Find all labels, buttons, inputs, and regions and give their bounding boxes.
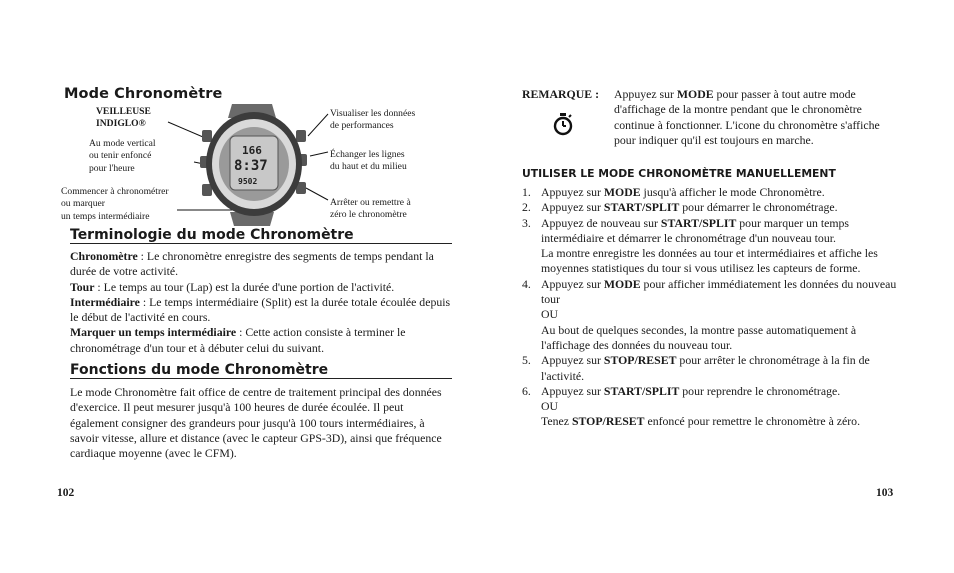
page-number-right: 103 xyxy=(876,487,894,499)
callout-echanger: Échanger les lignes du haut et du milieu xyxy=(330,149,407,173)
step-number: 5. xyxy=(522,353,531,368)
remark-text: Appuyez sur MODE pour passer à tout autre mode d'affichage de la montre pendant que le chronomètre continue à fonctionner. L'icone du chronomètre s'affiche pour indiquer qu'il est toujours en marche. xyxy=(614,87,880,147)
step-extra: Tenez STOP/RESET enfoncé pour remettre le chronomètre à zéro. xyxy=(541,414,861,429)
callout-visualiser: Visualiser les données de performances xyxy=(330,108,416,132)
step-item xyxy=(522,200,902,215)
term-chronometre: Chronomètre : Le chronomètre enregistre des segments de temps pendant la durée de votre activité. xyxy=(70,249,434,279)
step-number: 6. xyxy=(522,383,531,398)
step-extra: OU xyxy=(541,307,559,322)
functions-heading: Fonctions du mode Chronomètre xyxy=(70,362,452,379)
step-number: 1. xyxy=(522,185,531,199)
callout-veilleuse: VEILLEUSE INDIGLO® xyxy=(96,106,151,130)
callout-commencer: Commencer à chronométrer ou marquer un temps intermédiaire xyxy=(61,186,169,222)
step-extra: Au bout de quelques secondes, la montre passe automatiquement à l'affichage des données du nouveau tour. xyxy=(541,322,857,352)
callout-line-visualiser xyxy=(308,114,328,136)
callout-line-echanger xyxy=(310,152,328,156)
step-number: 4. xyxy=(522,276,531,291)
step-text: Appuyez de nouveau sur START/SPLIT pour marquer un temps intermédiaire et démarrer le chronométrage d'un nouveau tour. xyxy=(541,215,850,245)
stopwatch-icon xyxy=(552,112,574,136)
terminology-heading: Terminologie du mode Chronomètre xyxy=(70,227,452,244)
step-text: Appuyez sur START/SPLIT pour démarrer le chronométrage. xyxy=(541,200,838,215)
step-item xyxy=(522,216,902,277)
step-extra: La montre enregistre les données au tour et intermédiaires et affiche les moyennes statistiques du tour si vous utilisez les capteurs de forme. xyxy=(541,246,878,276)
callout-line-arreter xyxy=(306,188,328,200)
step-number: 3. xyxy=(522,215,531,230)
steps-list xyxy=(522,185,902,430)
watch-lcd-line3: 9502 xyxy=(238,177,258,186)
callout-mode-vertical: Au mode vertical ou tenir enfoncé pour l'heure xyxy=(89,138,156,174)
watch-button-display[interactable] xyxy=(296,130,306,142)
callout-arreter: Arrêter ou remettre à zéro le chronomètre xyxy=(330,197,411,221)
term-marquer: Marquer un temps intermédiaire : Cette action consiste à terminer le chronométrage d'un tour et à débuter celui du suivant. xyxy=(70,325,406,355)
step-item xyxy=(522,384,902,430)
page-title-chronometre: Mode Chronomètre xyxy=(64,86,223,102)
step-text: Appuyez sur START/SPLIT pour reprendre le chronométrage. xyxy=(541,383,841,398)
watch-illustration xyxy=(160,100,335,230)
page-number-left: 102 xyxy=(57,487,75,499)
term-intermediaire: Intermédiaire : Le temps intermédiaire (Split) est la durée totale écoulée depuis le début de l'activité en cours. xyxy=(70,294,451,325)
step-item xyxy=(522,277,902,353)
step-text: Appuyez sur STOP/RESET pour arrêter le chronométrage à la fin de l'activité. xyxy=(541,353,870,383)
step-number: 2. xyxy=(522,200,531,215)
step-text: Appuyez sur MODE jusqu'à afficher le mode Chronomètre. xyxy=(541,185,825,199)
watch-lcd-line1: 166 xyxy=(242,144,262,157)
watch-lcd-line2: 8:37 xyxy=(234,158,268,174)
step-extra: OU xyxy=(541,399,559,414)
watch-button-indiglo[interactable] xyxy=(202,130,212,142)
step-item xyxy=(522,185,902,200)
functions-paragraph: Le mode Chronomètre fait office de centre de traitement principal des données d'exercice. Il peut mesurer jusqu'à 100 heures de durée écoulée. Il peut également consigner des grandeurs pour jusqu'à 100 tours intermédiaires, à savoir vitesse, allure et distance (avec le capteur GPS-3D), ainsi que fréquence cardiaque moyenne (avec le CFM). xyxy=(70,385,442,461)
term-tour: Tour : Le temps au tour (Lap) est la durée d'une portion de l'activité. xyxy=(70,279,395,294)
remark-label: REMARQUE : xyxy=(522,87,600,101)
step-text: Appuyez sur MODE pour afficher immédiatement les données du nouveau tour xyxy=(541,276,897,307)
step-item xyxy=(522,353,902,384)
terminology-list xyxy=(70,249,454,356)
manual-use-heading: UTILISER LE MODE CHRONOMÈTRE MANUELLEMENT xyxy=(522,167,836,180)
